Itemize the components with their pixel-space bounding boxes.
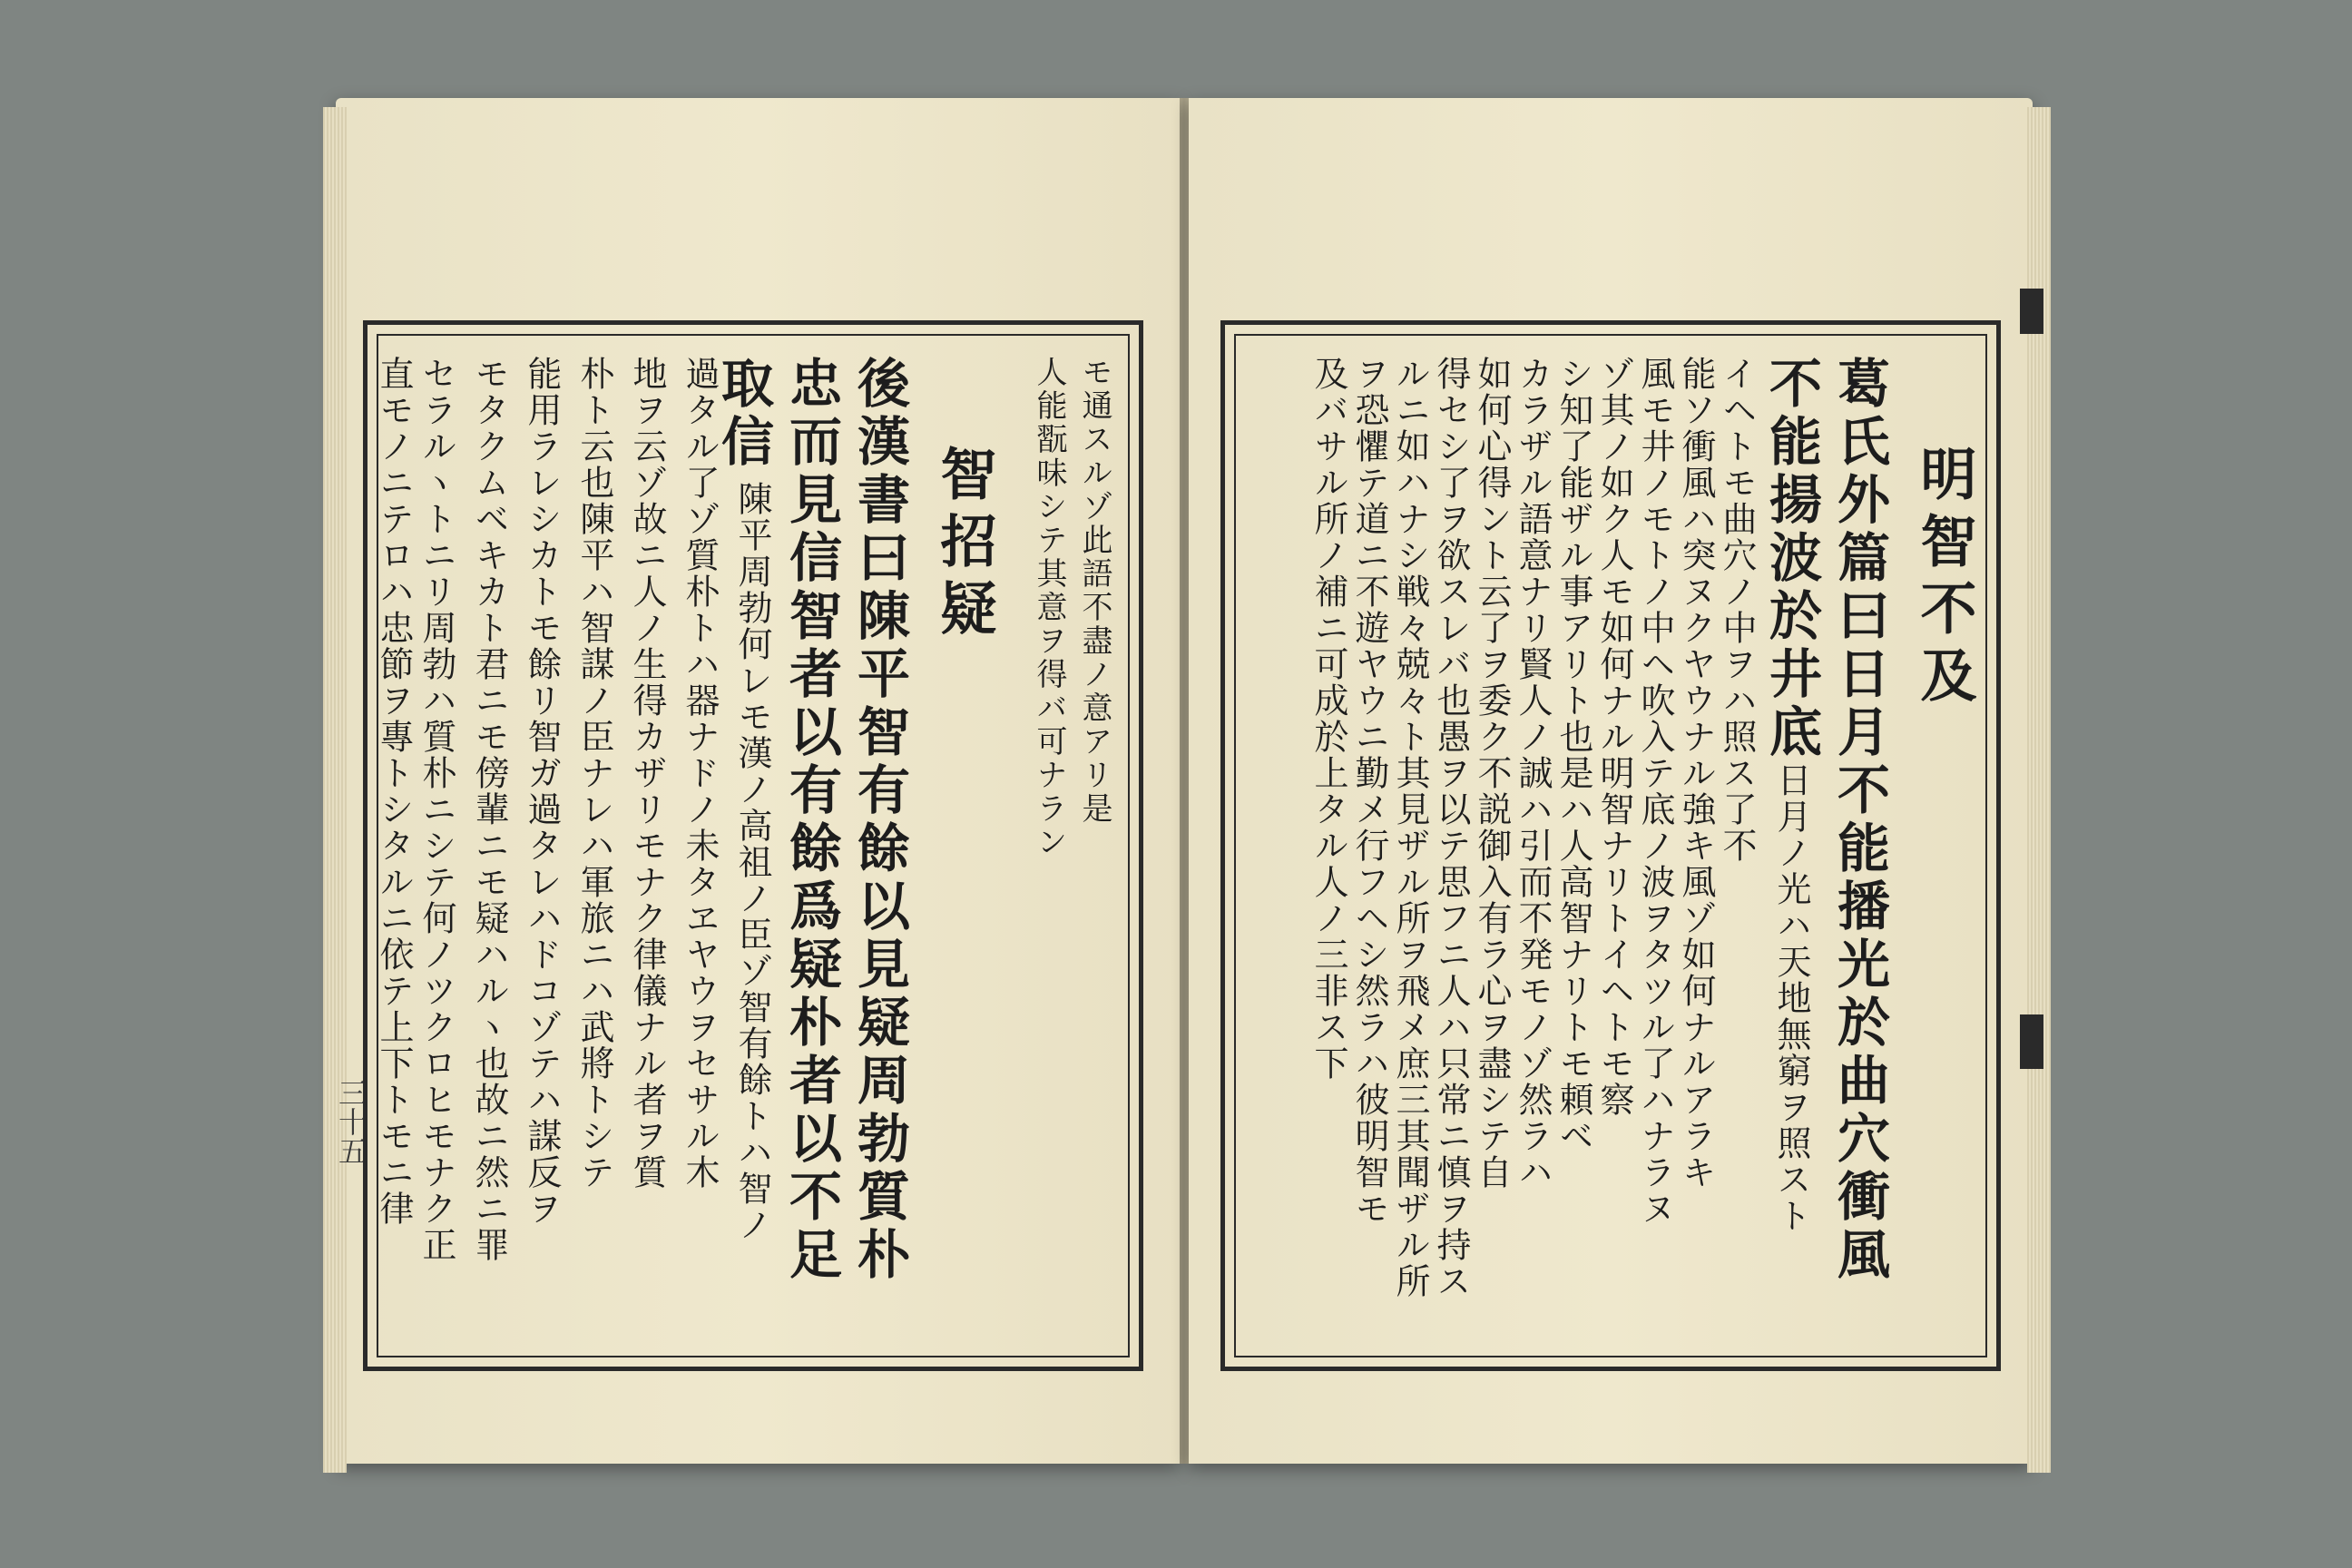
page-edge xyxy=(323,107,347,1473)
text-column: セラルヽトニリ周勃ハ質朴ニシテ何ノツクロヒモナク正 xyxy=(416,356,456,1263)
text-column: 陳平周勃何レモ漢ノ高祖ノ臣ゾ智有餘トハ智ノ xyxy=(732,481,772,1243)
text-column: 葛氏外篇曰日月不能播光於曲穴衝風 xyxy=(1828,356,1890,1285)
open-book xyxy=(318,98,2051,1464)
text-column: 不能揚波於井底 xyxy=(1760,356,1822,762)
text-column: シ知了能ザル事アリト也是ハ人高智ナリトモ頼ベ xyxy=(1553,356,1593,1154)
text-column: 後漢書曰陳平智有餘以見疑周勃質朴 xyxy=(848,356,910,1285)
section-heading: 明智不及 xyxy=(1911,445,1977,713)
text-column: 地ヲ云ゾ故ニ人ノ生得カザリモナク律儀ナル者ヲ質 xyxy=(627,356,667,1191)
margin-mark xyxy=(2020,289,2043,334)
text-column: 直モノニテロハ忠節ヲ專トシタルニ依テ上下トモニ律 xyxy=(374,356,414,1227)
text-column: 及バサル所ノ補ニ可成於上タル人ノ三非ス下 xyxy=(1308,356,1348,1082)
text-column: 能用ラレシカトモ餘リ智ガ過タレハドコゾテハ謀反ヲ xyxy=(522,356,562,1227)
right-page xyxy=(1189,98,2033,1464)
text-column: モタクムベキカト君ニモ傍輩ニモ疑ハルヽ也故ニ然ニ罪 xyxy=(469,356,509,1263)
text-column: 如何心得ント云了ヲ委ク不説御入有ラ心ヲ盡シテ自 xyxy=(1472,356,1512,1191)
folio-number: 三十五 xyxy=(334,1078,368,1165)
text-column: 風モ井ノモトノ中ヘ吹入テ底ノ波ヲタツル了ハナラヌ xyxy=(1635,356,1675,1227)
left-page xyxy=(336,98,1180,1464)
text-column: イヘトモ曲穴ノ中ヲハ照ス了不 xyxy=(1717,356,1757,864)
text-column: ゾ其ノ如ク人モ如何ナル明智ナリトイヘトモ察 xyxy=(1594,356,1634,1118)
margin-mark xyxy=(2020,1014,2043,1069)
text-column: 能ソ衝風ハ突ヌクヤウナル強キ風ゾ如何ナルアラキ xyxy=(1676,356,1716,1191)
text-frame xyxy=(363,320,1143,1371)
text-column: ルニ如ハナシ戦々兢々ト其見ザル所ヲ飛メ庶三其聞ザル所 xyxy=(1390,356,1430,1299)
section-heading: 智招疑 xyxy=(931,445,997,646)
text-frame xyxy=(1220,320,2001,1371)
text-column: 得セシ了ヲ欲スレバ也愚ヲ以テ思フニ人ハ只常ニ慎ヲ持ス xyxy=(1431,356,1471,1299)
text-column: カラザル語意ナリ賢人ノ誠ハ引而不発モノゾ然ラハ xyxy=(1513,356,1553,1191)
text-column: ヲ恐懼テ道ニ不遊ヤウニ勤メ行フヘシ然ラハ彼明智モ xyxy=(1349,356,1389,1227)
text-column: 人能翫味シテ其意ヲ得バ可ナラン xyxy=(1031,356,1067,859)
text-column: 日月ノ光ハ天地無窮ヲ照スト xyxy=(1771,762,1811,1234)
text-column: 忠而見信智者以有餘爲疑朴者以不足 xyxy=(780,356,842,1285)
text-column: 取信 xyxy=(712,356,774,472)
text-column: 過タル了ゾ質朴トハ器ナドノ未タヱヤウヲセサル木 xyxy=(680,356,720,1191)
text-column: 朴ト云也陳平ハ智謀ノ臣ナレハ軍旅ニハ武將トシテ xyxy=(574,356,614,1191)
text-column: モ通スルゾ此語不盡ノ意アリ是 xyxy=(1076,356,1112,826)
